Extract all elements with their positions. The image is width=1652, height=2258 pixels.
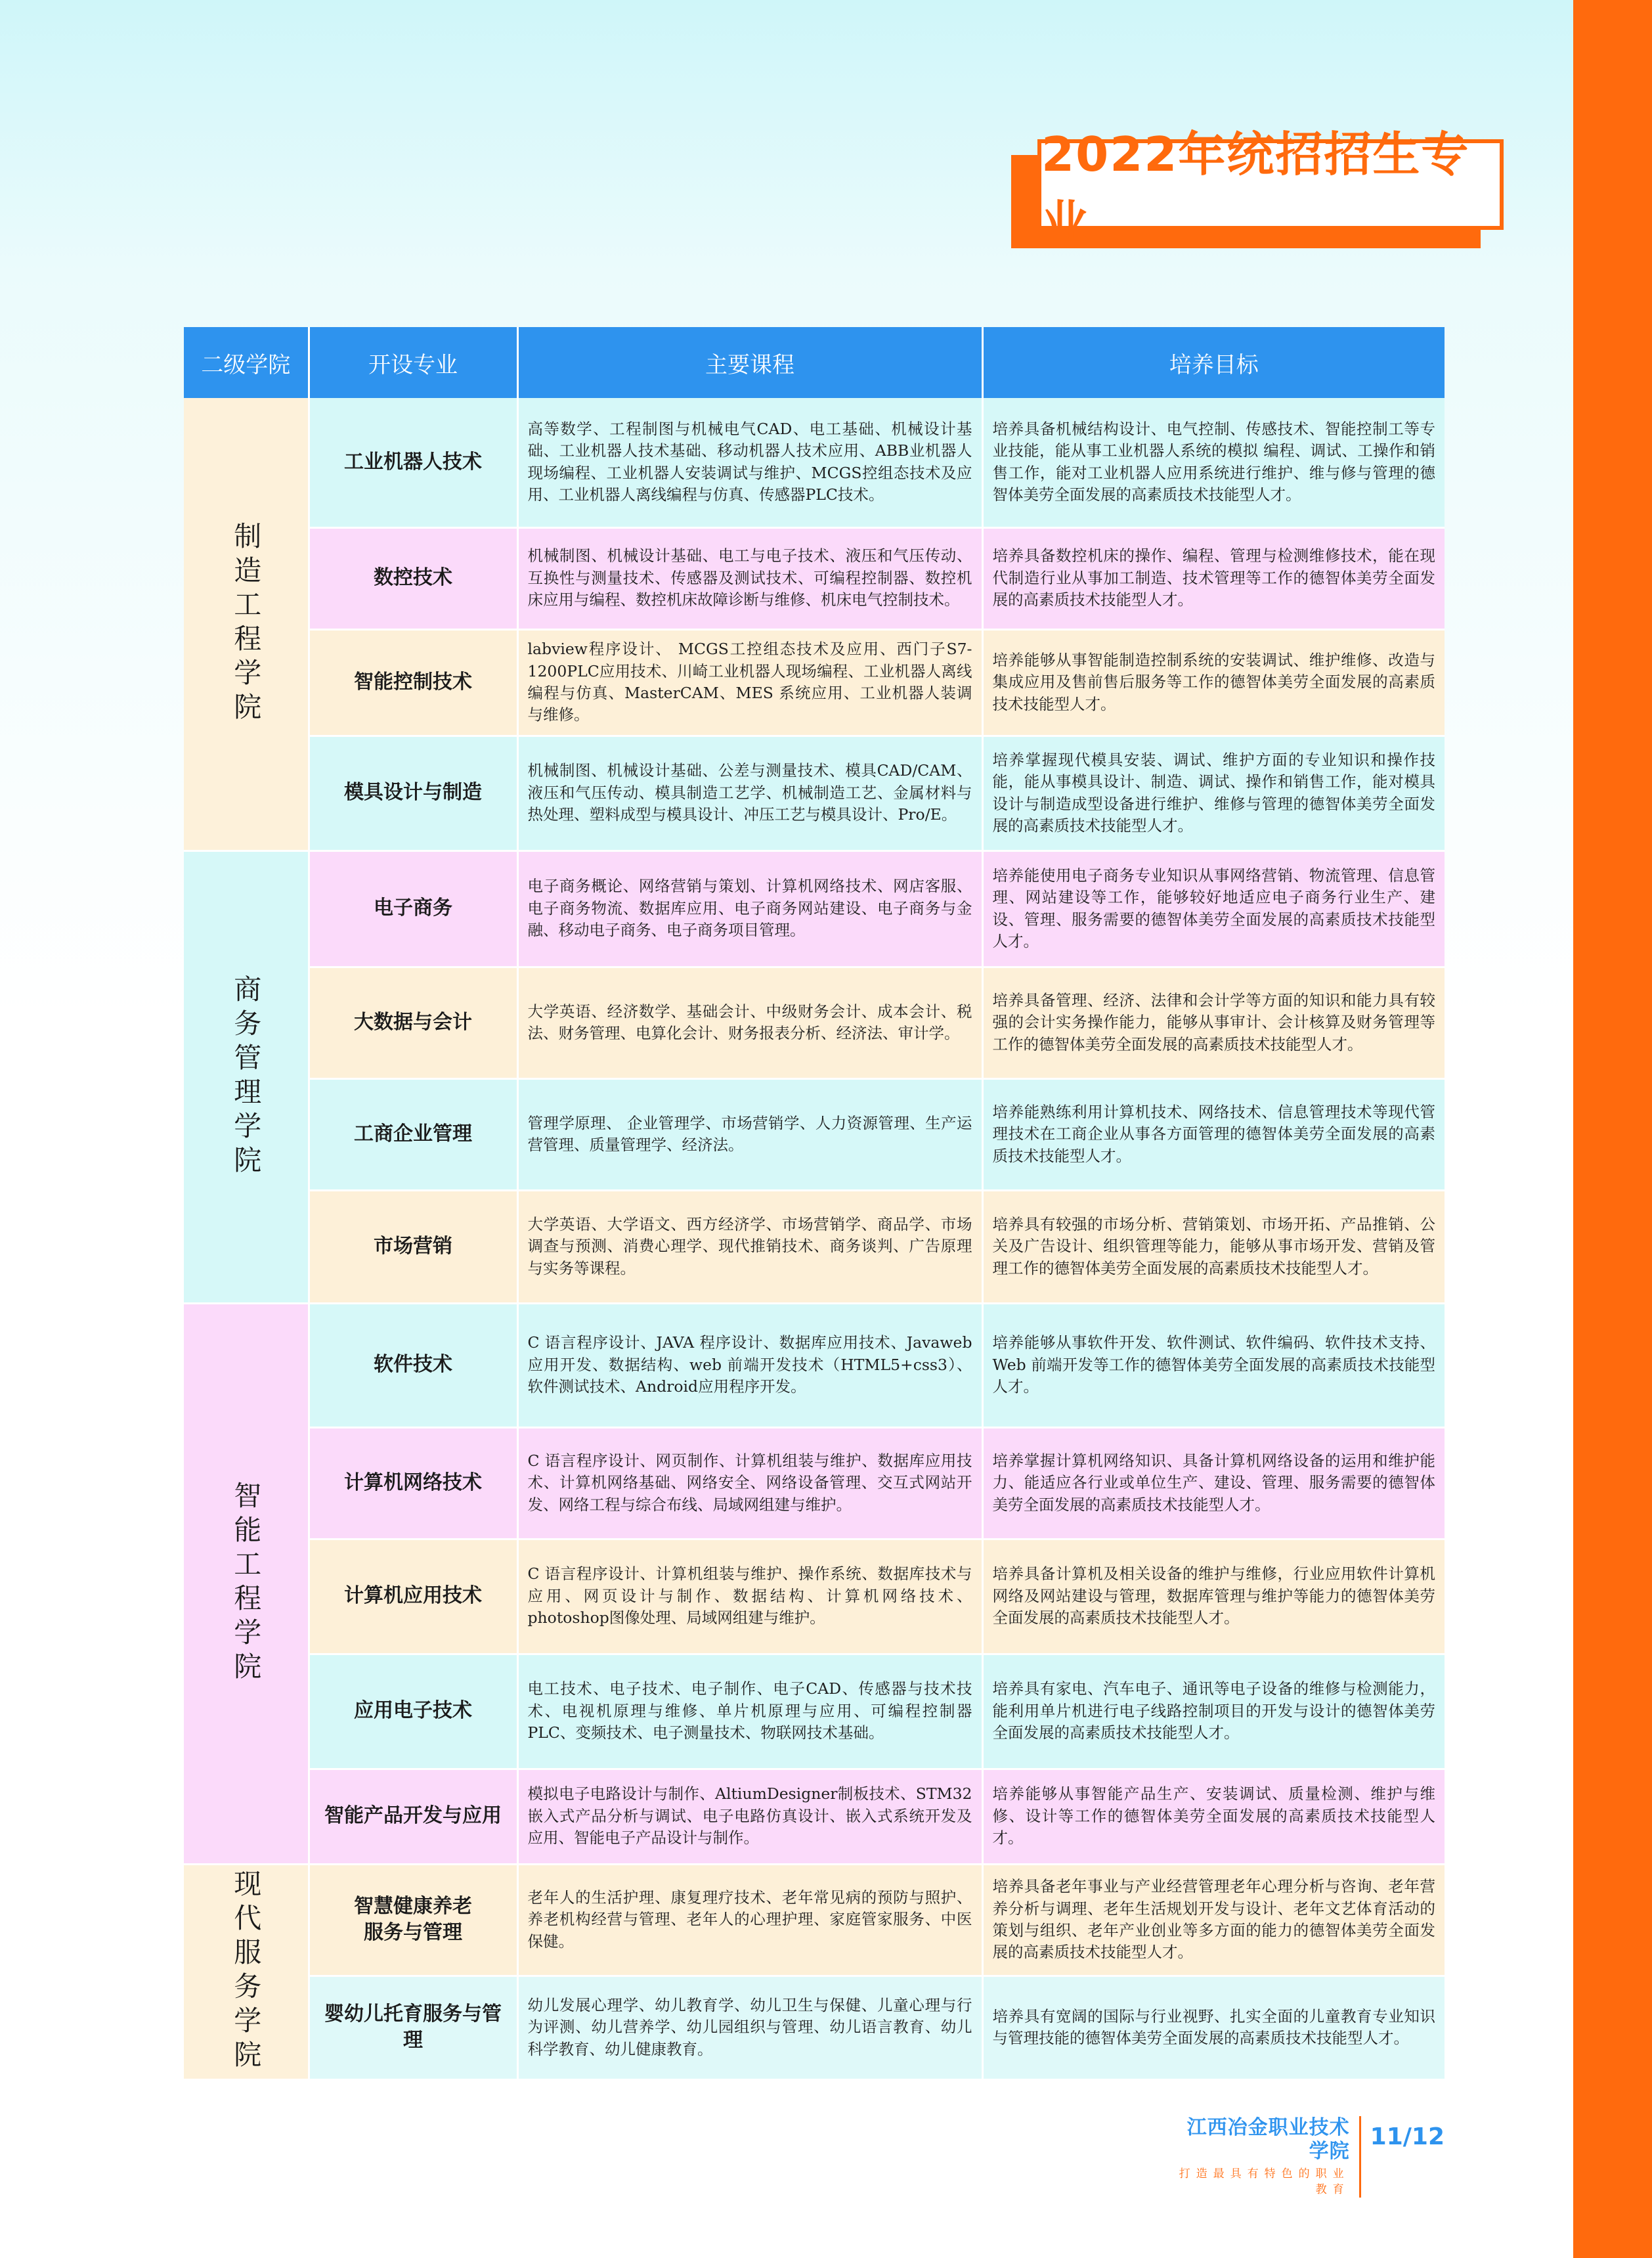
header-courses: 主要课程 bbox=[517, 327, 982, 398]
school-name: 江西冶金职业技术学院 bbox=[1186, 2116, 1350, 2163]
major-cell bbox=[309, 1864, 517, 1976]
college-cell: 现代服务学院 bbox=[184, 1864, 309, 2079]
table-row bbox=[184, 1976, 1445, 2079]
goal-cell: 培养掌握现代模具安装、调试、维护方面的专业知识和操作技能，能从事模具设计、制造、调试、操作和销售工作，能对模具设计与制造成型设备进行维护、维修与管理的德智体美劳全面发展的高素质技术技能型人才。 bbox=[982, 736, 1445, 851]
header-college: 二级学院 bbox=[184, 327, 309, 398]
table-row bbox=[184, 1190, 1445, 1303]
courses-cell: C 语言程序设计、网页制作、计算机组装与维护、数据库应用技术、计算机网络基础、网络安全、网络设备管理、交互式网站开发、网络工程与综合布线、局域网组建与维护。 bbox=[517, 1427, 982, 1539]
page-title-box bbox=[1037, 127, 1504, 250]
goal-cell: 培养能使用电子商务专业知识从事网络营销、物流管理、信息管理、网站建设等工作，能够较好地适应电子商务行业生产、建设、管理、服务需要的德智体美劳全面发展的高素质技术技能型人才。 bbox=[982, 851, 1445, 967]
college-cell: 智能工程学院 bbox=[184, 1303, 309, 1864]
goal-cell: 培养具备数控机床的操作、编程、管理与检测维修技术，能在现代制造行业从事加工制造、技术管理等工作的德智体美劳全面发展的高素质技术技能型人才。 bbox=[982, 527, 1445, 629]
major-cell: 智能控制技术 bbox=[309, 629, 517, 736]
goal-cell: 培养掌握计算机网络知识、具备计算机网络设备的运用和维护能力、能适应各行业或单位生产、建设、管理、服务需要的德智体美劳全面发展的高素质技术技能型人才。 bbox=[982, 1427, 1445, 1539]
major-cell: 智能产品开发与应用 bbox=[309, 1769, 517, 1864]
college-cell: 制造工程学院 bbox=[184, 398, 309, 851]
footer-text bbox=[1169, 2116, 1361, 2198]
page-title: 2022年统招招生专业 bbox=[1041, 127, 1470, 250]
table-row bbox=[184, 1303, 1445, 1427]
major-cell: 工商企业管理 bbox=[309, 1078, 517, 1190]
major-cell: 软件技术 bbox=[309, 1303, 517, 1427]
major-cell: 计算机应用技术 bbox=[309, 1539, 517, 1654]
table-row bbox=[184, 1427, 1445, 1539]
orange-side-strip bbox=[1573, 0, 1652, 2258]
goal-cell: 培养能够从事智能制造控制系统的安装调试、维护维修、改造与集成应用及售前售后服务等工作的德智体美劳全面发展的高素质技术技能型人才。 bbox=[982, 629, 1445, 736]
courses-cell: 模拟电子电路设计与制作、AltiumDesigner制板技术、STM32嵌入式产品分析与调试、电子电路仿真设计、嵌入式系统开发及应用、智能电子产品设计与制作。 bbox=[517, 1769, 982, 1864]
courses-cell: 电工技术、电子技术、电子制作、电子CAD、传感器与技术技术、电视机原理与维修、单片机原理与应用、可编程控制器PLC、变频技术、电子测量技术、物联网技术基础。 bbox=[517, 1654, 982, 1769]
major-cell: 电子商务 bbox=[309, 851, 517, 967]
table-row bbox=[184, 527, 1445, 629]
majors-table bbox=[184, 327, 1445, 2081]
major-name-line1: 智慧健康养老 bbox=[354, 1894, 472, 1918]
goal-cell: 培养能够从事软件开发、软件测试、软件编码、软件技术支持、Web 前端开发等工作的德智体美劳全面发展的高素质技术技能型人才。 bbox=[982, 1303, 1445, 1427]
major-cell: 婴幼儿托育服务与管理 bbox=[309, 1976, 517, 2079]
major-cell: 工业机器人技术 bbox=[309, 398, 517, 527]
goal-cell: 培养能够从事智能产品生产、安装调试、质量检测、维护与维修、设计等工作的德智体美劳全面发展的高素质技术技能型人才。 bbox=[982, 1769, 1445, 1864]
goal-cell: 培养具备老年事业与产业经营管理老年心理分析与咨询、老年营养分析与调理、老年生活规划开发与设计、老年文艺体育活动的策划与组织、老年产业创业等多方面的能力的德智体美劳全面发展的高素质技术技能型人才。 bbox=[982, 1864, 1445, 1976]
goal-cell: 培养具备机械结构设计、电气控制、传感技术、智能控制工等专业技能，能从事工业机器人系统的模拟 编程、调试、工操作和销售工作，能对工业机器人应用系统进行维护、维与修与管理的德智体美劳全面发展的高素质技术技能型人才。 bbox=[982, 398, 1445, 527]
major-cell: 市场营销 bbox=[309, 1190, 517, 1303]
table-row bbox=[184, 1539, 1445, 1654]
goal-cell: 培养具有较强的市场分析、营销策划、市场开拓、产品推销、公关及广告设计、组织管理等能力，能够从事市场开发、营销及管理工作的德智体美劳全面发展的高素质技术技能型人才。 bbox=[982, 1190, 1445, 1303]
courses-cell: 高等数学、工程制图与机械电气CAD、电工基础、机械设计基础、工业机器人技术基础、移动机器人技术应用、ABB业机器人现场编程、工业机器人安装调试与维护、MCGS控组态技术及应用、工业机器人离线编程与仿真、传感器PLC技术。 bbox=[517, 398, 982, 527]
goal-cell: 培养具备管理、经济、法律和会计学等方面的知识和能力具有较强的会计实务操作能力，能够从事审计、会计核算及财务管理等工作的德智体美劳全面发展的高素质技术技能型人才。 bbox=[982, 967, 1445, 1078]
courses-cell: 机械制图、机械设计基础、公差与测量技术、模具CAD/CAM、液压和气压传动、模具制造工艺学、机械制造工艺、金属材料与热处理、塑料成型与模具设计、冲压工艺与模具设计、Pro/E。 bbox=[517, 736, 982, 851]
courses-cell: 幼儿发展心理学、幼儿教育学、幼儿卫生与保健、儿童心理与行为评测、幼儿营养学、幼儿园组织与管理、幼儿语言教育、幼儿科学教育、幼儿健康教育。 bbox=[517, 1976, 982, 2079]
table-row bbox=[184, 1654, 1445, 1769]
goal-cell: 培养具备计算机及相关设备的维护与维修，行业应用软件计算机网络及网站建设与管理，数据库管理与维护等能力的德智体美劳全面发展的高素质技术技能型人才。 bbox=[982, 1539, 1445, 1654]
header-major: 开设专业 bbox=[309, 327, 517, 398]
goal-cell: 培养具有宽阔的国际与行业视野、扎实全面的儿童教育专业知识与管理技能的德智体美劳全面发展的高素质技术技能型人才。 bbox=[982, 1976, 1445, 2079]
courses-cell: C 语言程序设计、JAVA 程序设计、数据库应用技术、Javaweb应用开发、数据结构、web 前端开发技术（HTML5+css3）、软件测试技术、Android应用程序开发。 bbox=[517, 1303, 982, 1427]
courses-cell: 大学英语、大学语文、西方经济学、市场营销学、商品学、市场调查与预测、消费心理学、现代推销技术、商务谈判、广告原理与实务等课程。 bbox=[517, 1190, 982, 1303]
courses-cell: C 语言程序设计、计算机组装与维护、操作系统、数据库技术与应用、网页设计与制作、数据结构、计算机网络技术、photoshop图像处理、局域网组建与维护。 bbox=[517, 1539, 982, 1654]
major-cell: 模具设计与制造 bbox=[309, 736, 517, 851]
courses-cell: 大学英语、经济数学、基础会计、中级财务会计、成本会计、税法、财务管理、电算化会计、财务报表分析、经济法、审计学。 bbox=[517, 967, 982, 1078]
courses-cell: labview程序设计、 MCGS工控组态技术及应用、西门子S7-1200PLC应用技术、川崎工业机器人现场编程、工业机器人离线编程与仿真、MasterCAM、MES 系统应用、工业机器人装调与维修。 bbox=[517, 629, 982, 736]
major-cell: 大数据与会计 bbox=[309, 967, 517, 1078]
courses-cell: 管理学原理、 企业管理学、市场营销学、人力资源管理、生产运营管理、质量管理学、经济法。 bbox=[517, 1078, 982, 1190]
major-cell: 计算机网络技术 bbox=[309, 1427, 517, 1539]
header-goal: 培养目标 bbox=[982, 327, 1445, 398]
table-row bbox=[184, 1078, 1445, 1190]
goal-cell: 培养具有家电、汽车电子、通讯等电子设备的维修与检测能力，能利用单片机进行电子线路控制项目的开发与设计的德智体美劳全面发展的高素质技术技能型人才。 bbox=[982, 1654, 1445, 1769]
college-cell: 商务管理学院 bbox=[184, 851, 309, 1303]
page-footer bbox=[1169, 2116, 1445, 2198]
goal-cell: 培养能熟练利用计算机技术、网络技术、信息管理技术等现代管理技术在工商企业从事各方面管理的德智体美劳全面发展的高素质技术技能型人才。 bbox=[982, 1078, 1445, 1190]
major-name-line2: 服务与管理 bbox=[364, 1921, 462, 1944]
page-number: 11/12 bbox=[1370, 2123, 1445, 2150]
table-row bbox=[184, 736, 1445, 851]
table-row bbox=[184, 1864, 1445, 1976]
table-row bbox=[184, 967, 1445, 1078]
table-row bbox=[184, 398, 1445, 527]
major-cell: 应用电子技术 bbox=[309, 1654, 517, 1769]
courses-cell: 机械制图、机械设计基础、电工与电子技术、液压和气压传动、互换性与测量技术、传感器及测试技术、可编程控制器、数控机床应用与编程、数控机床故障诊断与维修、机床电气控制技术。 bbox=[517, 527, 982, 629]
table-row bbox=[184, 851, 1445, 967]
major-cell: 数控技术 bbox=[309, 527, 517, 629]
table-row bbox=[184, 629, 1445, 736]
table-row bbox=[184, 1769, 1445, 1864]
school-slogan: 打造最具有特色的职业教育 bbox=[1179, 2167, 1350, 2196]
table-header-row bbox=[184, 327, 1445, 398]
courses-cell: 老年人的生活护理、康复理疗技术、老年常见病的预防与照护、养老机构经营与管理、老年人的心理护理、家庭管家服务、中医保健。 bbox=[517, 1864, 982, 1976]
courses-cell: 电子商务概论、网络营销与策划、计算机网络技术、网店客服、电子商务物流、数据库应用、电子商务网站建设、电子商务与金融、移动电子商务、电子商务项目管理。 bbox=[517, 851, 982, 967]
